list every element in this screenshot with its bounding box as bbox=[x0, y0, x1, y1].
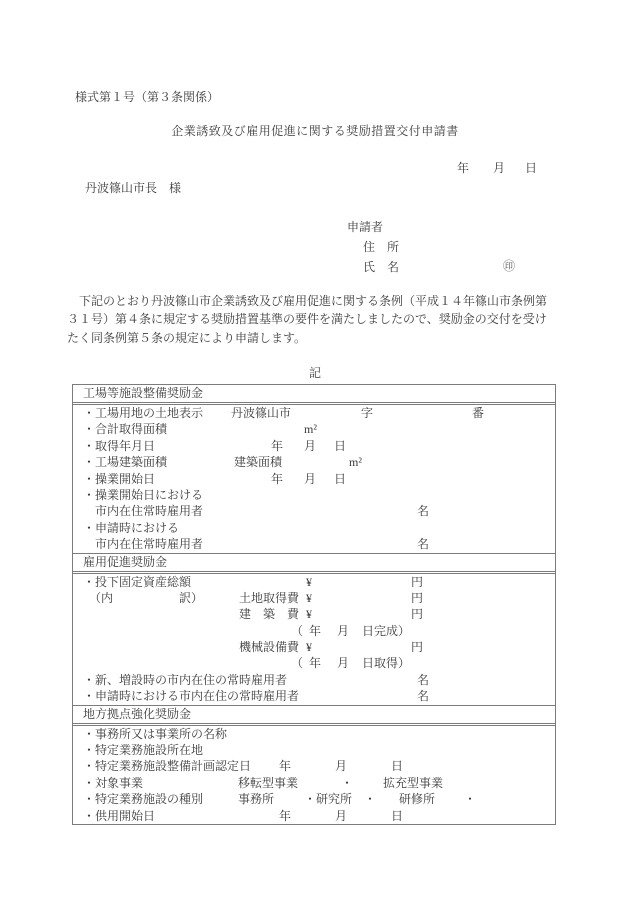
row-segment: ¥ bbox=[306, 590, 312, 605]
record-mark: 記 bbox=[308, 366, 321, 380]
row-segment: 字 bbox=[361, 406, 374, 420]
row-segment: 日完成） bbox=[362, 623, 411, 638]
row-segment: 名 bbox=[417, 689, 430, 704]
row-segment: ・新、増設時の市内在住の常時雇用者 bbox=[83, 672, 288, 687]
table-row bbox=[73, 606, 555, 622]
row-segment: 建 築 費 bbox=[239, 607, 300, 622]
body-paragraph-line: たく同条例第５条の規定により申請します。 bbox=[67, 331, 307, 345]
row-segment: 機械設備費 bbox=[239, 640, 300, 655]
row-segment: ・供用開始日 bbox=[83, 808, 156, 823]
row-segment: 市内在住常時雇用者 bbox=[95, 537, 204, 552]
row-segment: ¥ bbox=[306, 607, 312, 622]
row-segment: 研修所 bbox=[399, 792, 436, 807]
row-segment: 名 bbox=[417, 504, 430, 519]
table-row bbox=[73, 791, 555, 807]
row-segment: ・投下固定資産総額 bbox=[83, 574, 192, 589]
row-segment: （ bbox=[291, 656, 304, 671]
form-number: 様式第１号（第３条関係） bbox=[75, 90, 220, 104]
table-row bbox=[73, 775, 555, 791]
row-segment: ・工場建築面積 bbox=[83, 455, 168, 470]
date-day-label: 日 bbox=[525, 161, 538, 175]
table-row bbox=[73, 655, 555, 671]
row-segment: ・合計取得面積 bbox=[83, 422, 168, 437]
row-segment: 月 bbox=[335, 759, 348, 774]
section-title: 地方拠点強化奨励金 bbox=[73, 705, 555, 726]
body-paragraph-line: ３１号）第４条に規定する奨励措置基準の要件を満たしましたので、奨励金の交付を受け bbox=[67, 312, 547, 326]
row-segment: 月 bbox=[304, 471, 317, 486]
row-segment: 名 bbox=[417, 537, 430, 552]
row-segment: 円 bbox=[411, 590, 424, 605]
row-segment: 番 bbox=[472, 406, 485, 420]
row-segment: 年 bbox=[309, 623, 322, 638]
row-segment: 日 bbox=[391, 759, 404, 774]
row-segment: m² bbox=[304, 422, 317, 437]
row-segment: ・操業開始日 bbox=[83, 471, 156, 486]
table-row bbox=[73, 487, 555, 503]
section-title: 工場等施設整備奨励金 bbox=[73, 385, 555, 405]
row-segment: ・事務所又は事業所の名称 bbox=[83, 726, 228, 741]
table-row bbox=[73, 808, 555, 824]
row-segment: 円 bbox=[411, 640, 424, 655]
row-segment: 日 bbox=[391, 808, 404, 823]
row-segment: ・申請時における bbox=[83, 520, 180, 535]
table-row bbox=[73, 688, 555, 704]
row-segment: ・対象事業 bbox=[83, 775, 144, 790]
row-segment: 円 bbox=[411, 574, 424, 589]
row-segment: ・取得年月日 bbox=[83, 438, 156, 453]
row-segment: 日 bbox=[334, 471, 347, 486]
table-row bbox=[73, 438, 555, 454]
date-year-label: 年 bbox=[457, 161, 470, 175]
row-segment: ・ bbox=[364, 792, 377, 807]
table-row bbox=[73, 639, 555, 655]
table-row bbox=[73, 503, 555, 519]
row-segment: 円 bbox=[411, 607, 424, 622]
row-segment: ・特定業務施設整備計画認定日 bbox=[83, 759, 252, 774]
row-segment: 月 bbox=[337, 656, 350, 671]
applicant-name-label: 氏 名 bbox=[363, 260, 400, 274]
row-segment: 名 bbox=[417, 672, 430, 687]
row-segment: 建築面積 bbox=[234, 455, 283, 470]
table-row bbox=[73, 590, 555, 606]
table-section bbox=[73, 385, 555, 553]
section-title: 雇用促進奨励金 bbox=[73, 553, 555, 574]
row-segment: ・ bbox=[341, 775, 354, 790]
row-segment: 月 bbox=[337, 623, 350, 638]
table-row bbox=[73, 405, 555, 421]
table-row bbox=[73, 672, 555, 688]
document-title: 企業誘致及び雇用促進に関する奨励措置交付申請書 bbox=[171, 124, 459, 138]
row-segment: ・特定業務施設所在地 bbox=[83, 743, 204, 758]
row-segment: 年 bbox=[309, 656, 322, 671]
table-row bbox=[73, 742, 555, 758]
row-segment: 事務所 bbox=[238, 792, 275, 807]
row-segment: ・研究所 bbox=[304, 792, 353, 807]
incentive-table bbox=[72, 384, 556, 825]
row-segment: 年 bbox=[279, 759, 292, 774]
row-segment: ・ bbox=[464, 792, 477, 807]
table-row bbox=[73, 471, 555, 487]
row-segment: 年 bbox=[271, 471, 284, 486]
row-segment: 土地取得費 bbox=[239, 590, 300, 605]
row-segment: 拡充型事業 bbox=[383, 775, 444, 790]
row-segment: 日 bbox=[334, 438, 347, 453]
table-section bbox=[73, 553, 555, 705]
row-segment: 市内在住常時雇用者 bbox=[95, 504, 204, 519]
applicant-address-label: 住 所 bbox=[363, 240, 400, 254]
date-month-label: 月 bbox=[493, 161, 506, 175]
applicant-label: 申請者 bbox=[347, 220, 384, 234]
row-segment: ・操業開始日における bbox=[83, 487, 204, 502]
table-row bbox=[73, 726, 555, 742]
row-segment: 年 bbox=[279, 808, 292, 823]
row-segment: ¥ bbox=[306, 574, 312, 589]
row-segment: ・特定業務施設の種別 bbox=[83, 792, 204, 807]
row-segment: 日取得） bbox=[362, 656, 411, 671]
row-segment: 訳） bbox=[179, 590, 204, 605]
row-segment: （ bbox=[291, 623, 304, 638]
table-row bbox=[73, 421, 555, 437]
row-segment: ¥ bbox=[306, 640, 312, 655]
row-segment: m² bbox=[349, 455, 362, 470]
row-segment: 移転型事業 bbox=[238, 775, 299, 790]
row-segment: ・申請時における市内在住の常時雇用者 bbox=[83, 689, 300, 704]
addressee: 丹波篠山市長 様 bbox=[85, 181, 182, 195]
table-section bbox=[73, 705, 555, 824]
table-row bbox=[73, 623, 555, 639]
table-row bbox=[73, 574, 555, 590]
body-paragraph-line: 下記のとおり丹波篠山市企業誘致及び雇用促進に関する条例（平成１４年篠山市条例第 bbox=[67, 294, 548, 308]
table-row bbox=[73, 454, 555, 470]
table-row bbox=[73, 536, 555, 552]
seal-mark-icon: ㊞ bbox=[503, 259, 516, 273]
row-segment: ・工場用地の土地表示 bbox=[83, 406, 204, 420]
row-segment: 年 bbox=[271, 438, 284, 453]
row-segment: 月 bbox=[335, 808, 348, 823]
row-segment: （内 bbox=[89, 590, 114, 605]
table-row bbox=[73, 758, 555, 774]
table-row bbox=[73, 520, 555, 536]
row-segment: 丹波篠山市 bbox=[231, 406, 292, 420]
row-segment: 月 bbox=[304, 438, 317, 453]
